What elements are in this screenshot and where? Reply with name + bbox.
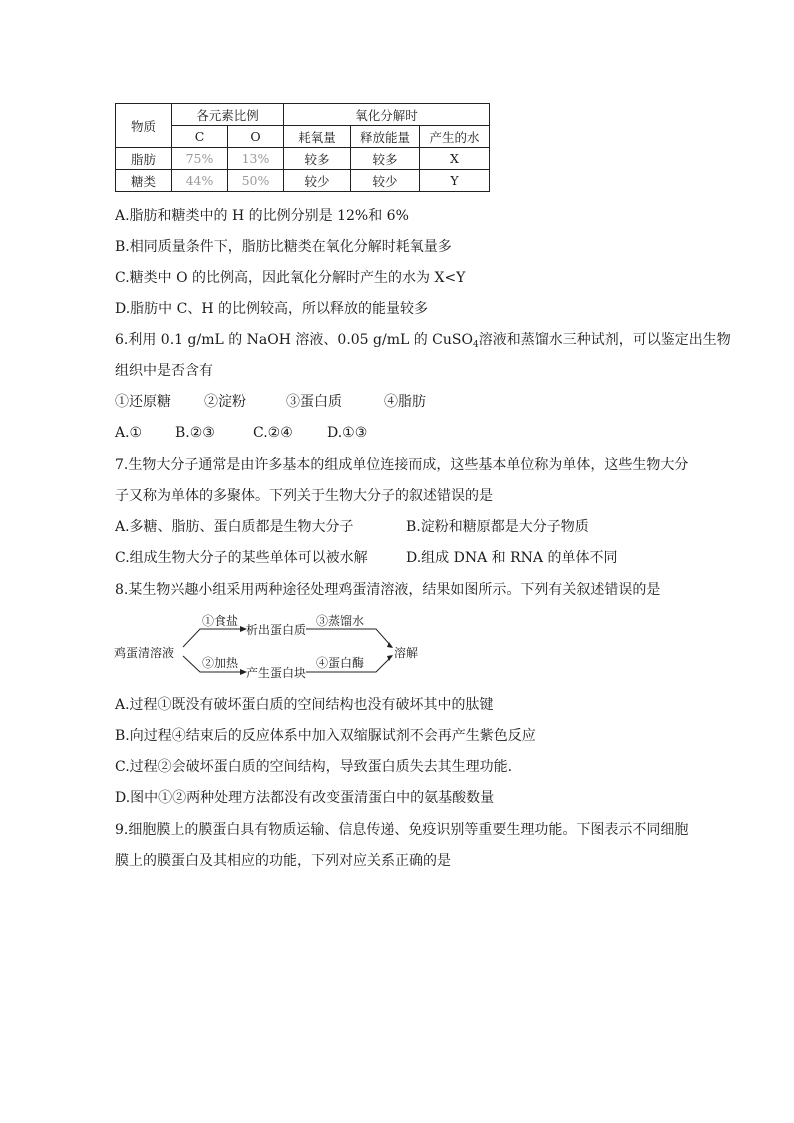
row-oxygen: 较少 [284, 170, 351, 192]
row-c: 44% [172, 170, 228, 192]
header-substance: 物质 [116, 104, 172, 148]
header-c: C [172, 126, 228, 148]
row-name: 脂肪 [116, 148, 172, 170]
header-energy: 释放能量 [351, 126, 420, 148]
diagram-step4: ④蛋白酶 [316, 656, 365, 670]
diagram-step2: ②加热 [202, 656, 239, 670]
q6-item: ④脂肪 [384, 394, 426, 410]
q9-stem-line2: 膜上的膜蛋白及其相应的功能，下列对应关系正确的是 [115, 853, 451, 869]
diagram-step1: ①食盐 [202, 614, 239, 628]
row-energy: 较多 [351, 148, 420, 170]
q7-option-b: B.淀粉和糖原都是大分子物质 [406, 519, 589, 535]
table-row [116, 170, 490, 192]
q8-option-c: C.过程②会破坏蛋白质的空间结构，导致蛋白质失去其生理功能. [115, 759, 513, 775]
egg-white-process-diagram [110, 610, 420, 690]
q7-option-d: D.组成 DNA 和 RNA 的单体不同 [406, 550, 618, 566]
q7-stem-line2: 子又称为单体的多聚体。下列关于生物大分子的叙述错误的是 [115, 488, 493, 504]
q6-item: ①还原糖 [115, 394, 171, 410]
element-ratio-table [115, 103, 490, 192]
q8-stem: 8.某生物兴趣小组采用两种途径处理鸡蛋清溶液，结果如图所示。下列有关叙述错误的是 [115, 582, 661, 598]
header-oxidation: 氧化分解时 [284, 104, 490, 126]
diagram-end: 溶解 [394, 646, 419, 660]
header-oxygen: 耗氧量 [284, 126, 351, 148]
q6-stem-post: 溶液和蒸馏水三种试剂，可以鉴定出生物 [478, 332, 731, 348]
q7-option-c: C.组成生物大分子的某些单体可以被水解 [115, 550, 368, 566]
q7-stem-line1: 7.生物大分子通常是由许多基本的组成单位连接而成，这些基本单位称为单体，这些生物大分 [115, 457, 689, 473]
q6-stem-subscript: 4 [472, 340, 479, 350]
table-row [116, 148, 490, 170]
q8-option-a: A.过程①既没有破坏蛋白质的空间结构也没有破坏其中的肽键 [115, 697, 494, 713]
diagram-mid2: 产生蛋白块 [246, 666, 307, 680]
q8-option-b: B.向过程④结束后的反应体系中加入双缩脲试剂不会再产生紫色反应 [115, 728, 536, 744]
header-water: 产生的水 [420, 126, 490, 148]
diagram-mid1: 析出蛋白质 [246, 623, 307, 637]
q5-option-a: A.脂肪和糖类中的 H 的比例分别是 12%和 6% [115, 208, 409, 224]
q5-option-d: D.脂肪中 C、H 的比例较高，所以释放的能量较多 [115, 301, 428, 317]
q6-item: ③蛋白质 [286, 394, 342, 410]
row-c: 75% [172, 148, 228, 170]
header-element-ratio: 各元素比例 [172, 104, 284, 126]
header-o: O [228, 126, 284, 148]
q6-option: A.① [115, 425, 143, 441]
q6-option: B.②③ [175, 425, 215, 441]
row-name: 糖类 [116, 170, 172, 192]
q6-option: D.①③ [327, 425, 368, 441]
q6-stem-line2: 组织中是否含有 [115, 363, 213, 379]
q9-stem-line1: 9.细胞膜上的膜蛋白具有物质运输、信息传递、免疫识别等重要生理功能。下图表示不同细胞 [115, 822, 689, 838]
q6-item: ②淀粉 [204, 394, 246, 410]
q7-option-a: A.多糖、脂肪、蛋白质都是生物大分子 [115, 519, 354, 535]
row-o: 50% [228, 170, 284, 192]
row-energy: 较少 [351, 170, 420, 192]
diagram-step3: ③蒸馏水 [316, 614, 365, 628]
row-oxygen: 较多 [284, 148, 351, 170]
q8-option-d: D.图中①②两种处理方法都没有改变蛋清蛋白中的氨基酸数量 [115, 790, 495, 806]
q5-option-b: B.相同质量条件下，脂肪比糖类在氧化分解时耗氧量多 [115, 239, 452, 255]
q6-stem-line1 [115, 330, 731, 355]
q5-option-c: C.糖类中 O 的比例高，因此氧化分解时产生的水为 X<Y [115, 270, 466, 286]
row-o: 13% [228, 148, 284, 170]
diagram-start: 鸡蛋清溶液 [114, 646, 175, 660]
q6-option: C.②④ [253, 425, 293, 441]
row-water: Y [420, 170, 490, 192]
q6-stem-pre: 6.利用 0.1 g/mL 的 NaOH 溶液、0.05 g/mL 的 CuSO [115, 332, 473, 348]
row-water: X [420, 148, 490, 170]
